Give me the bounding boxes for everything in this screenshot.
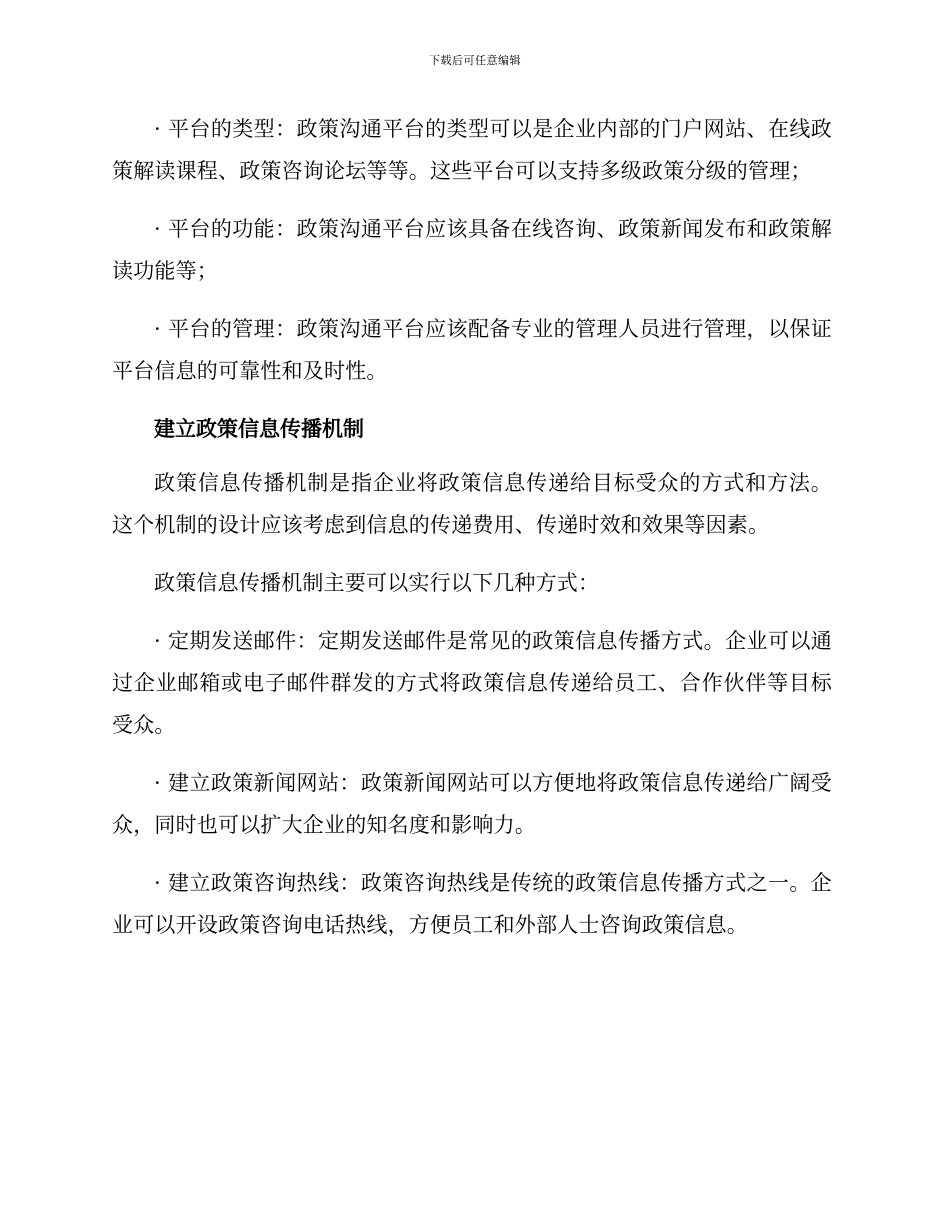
document-body bbox=[112, 108, 832, 962]
bullet-platform-function: · 平台的功能：政策沟通平台应该具备在线咨询、政策新闻发布和政策解读功能等； bbox=[112, 217, 832, 283]
bullet-email: · 定期发送邮件：定期发送邮件是常见的政策信息传播方式。企业可以通过企业邮箱或电子邮件群发的方式将政策信息传递给员工、合作伙伴等目标受众。 bbox=[112, 629, 832, 737]
bullet-platform-type: · 平台的类型：政策沟通平台的类型可以是企业内部的门户网站、在线政策解读课程、政策咨询论坛等等。这些平台可以支持多级政策分级的管理； bbox=[112, 117, 832, 183]
page-header: 下载后可任意编辑 bbox=[429, 54, 521, 67]
bullet-news-website: · 建立政策新闻网站：政策新闻网站可以方便地将政策信息传递给广阔受众，同时也可以扩大企业的知名度和影响力。 bbox=[112, 771, 832, 837]
paragraph-mechanism-methods: 政策信息传播机制主要可以实行以下几种方式： bbox=[154, 571, 600, 595]
bullet-platform-management: · 平台的管理：政策沟通平台应该配备专业的管理人员进行管理，以保证平台信息的可靠性和及时性。 bbox=[112, 317, 832, 383]
section-heading: 建立政策信息传播机制 bbox=[154, 417, 364, 441]
paragraph-mechanism-definition: 政策信息传播机制是指企业将政策信息传递给目标受众的方式和方法。这个机制的设计应该考虑到信息的传递费用、传递时效和效果等因素。 bbox=[112, 471, 832, 537]
bullet-hotline: · 建立政策咨询热线：政策咨询热线是传统的政策信息传播方式之一。企业可以开设政策咨询电话热线，方便员工和外部人士咨询政策信息。 bbox=[112, 871, 832, 937]
